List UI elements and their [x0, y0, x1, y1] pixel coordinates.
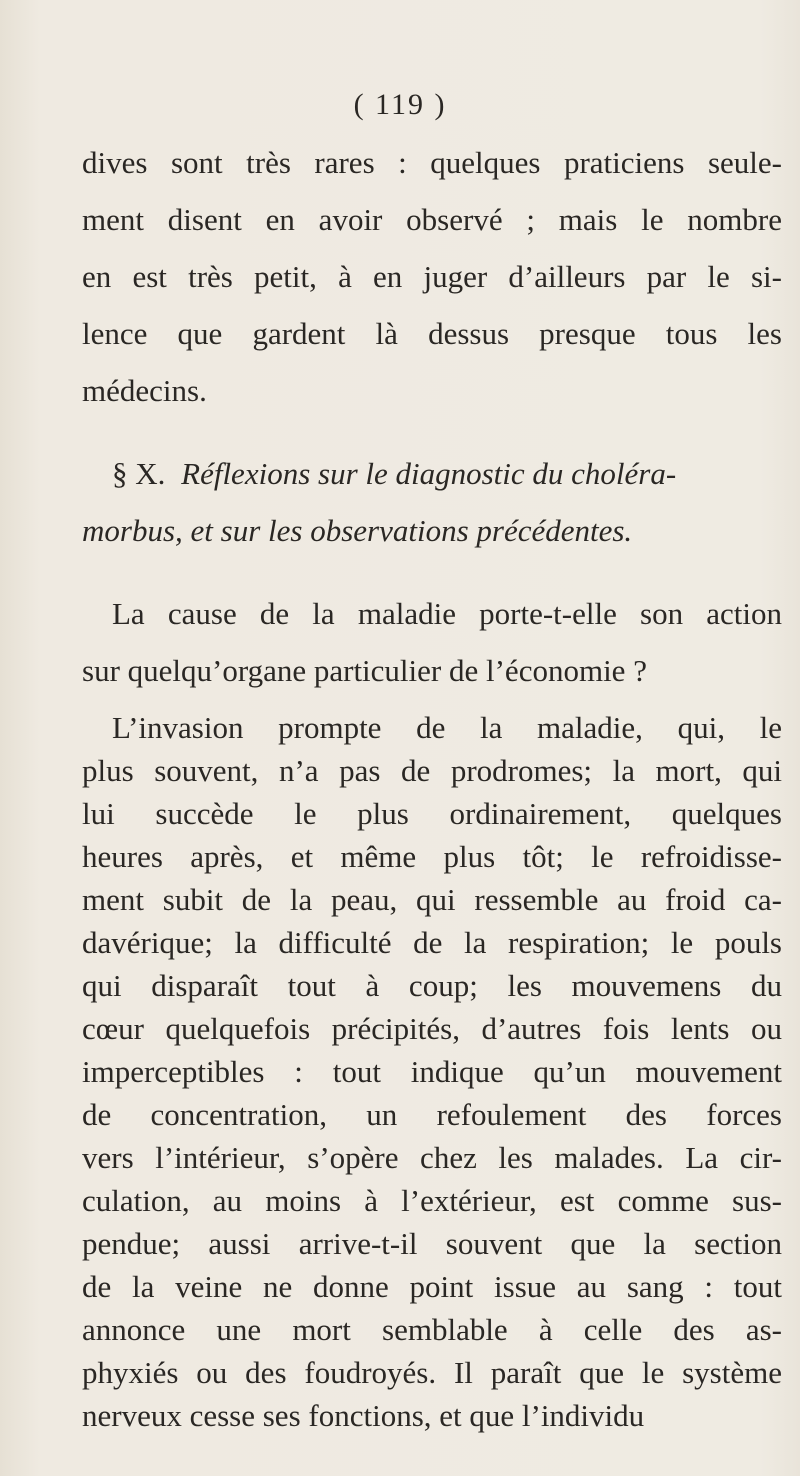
text-line: dives sont très rares : quelques praticiens seule- — [82, 145, 782, 180]
text-line: phyxiés ou des foudroyés. Il paraît que le système — [82, 1355, 782, 1390]
text-line: cœur quelquefois précipités, d’autres fois lents ou — [82, 1011, 782, 1046]
text-line: lence que gardent là dessus presque tous les — [82, 316, 782, 351]
text-line: imperceptibles : tout indique qu’un mouvement — [82, 1054, 782, 1089]
section-marker: § X. — [112, 456, 166, 491]
text-line: ment subit de la peau, qui ressemble au froid ca- — [82, 882, 782, 917]
text-line: médecins. — [82, 373, 207, 408]
text-line: de la veine ne donne point issue au sang : tout — [82, 1269, 782, 1304]
text-line: annonce une mort semblable à celle des as- — [82, 1312, 782, 1347]
text-line: pendue; aussi arrive-t-il souvent que la section — [82, 1226, 782, 1261]
text-line: lui succède le plus ordinairement, quelques — [82, 796, 782, 831]
text-line: plus souvent, n’a pas de prodromes; la mort, qui — [82, 753, 782, 788]
text-line: de concentration, un refoulement des forces — [82, 1097, 782, 1132]
text-line: davérique; la difficulté de la respiration; le pouls — [82, 925, 782, 960]
text-line: qui disparaît tout à coup; les mouvemens du — [82, 968, 782, 1003]
text-line: en est très petit, à en juger d’ailleurs par le si- — [82, 259, 782, 294]
text-line: culation, au moins à l’extérieur, est comme sus- — [82, 1183, 782, 1218]
section-title-line1: Réflexions sur le diagnostic du choléra- — [181, 456, 677, 491]
text-line: ment disent en avoir observé ; mais le nombre — [82, 202, 782, 237]
text-line: L’invasion prompte de la maladie, qui, le — [112, 710, 782, 745]
text-line: sur quelqu’organe particulier de l’économie ? — [82, 653, 647, 688]
section-heading — [112, 454, 676, 494]
section-title-line2: morbus, et sur les observations précédentes. — [82, 513, 633, 548]
text-line: nerveux cesse ses fonctions, et que l’individu — [82, 1398, 645, 1433]
text-line: heures après, et même plus tôt; le refroidisse- — [82, 839, 782, 874]
text-line: vers l’intérieur, s’opère chez les malades. La cir- — [82, 1140, 782, 1175]
page-number: ( 119 ) — [353, 88, 447, 121]
text-line: La cause de la maladie porte-t-elle son action — [112, 596, 782, 631]
